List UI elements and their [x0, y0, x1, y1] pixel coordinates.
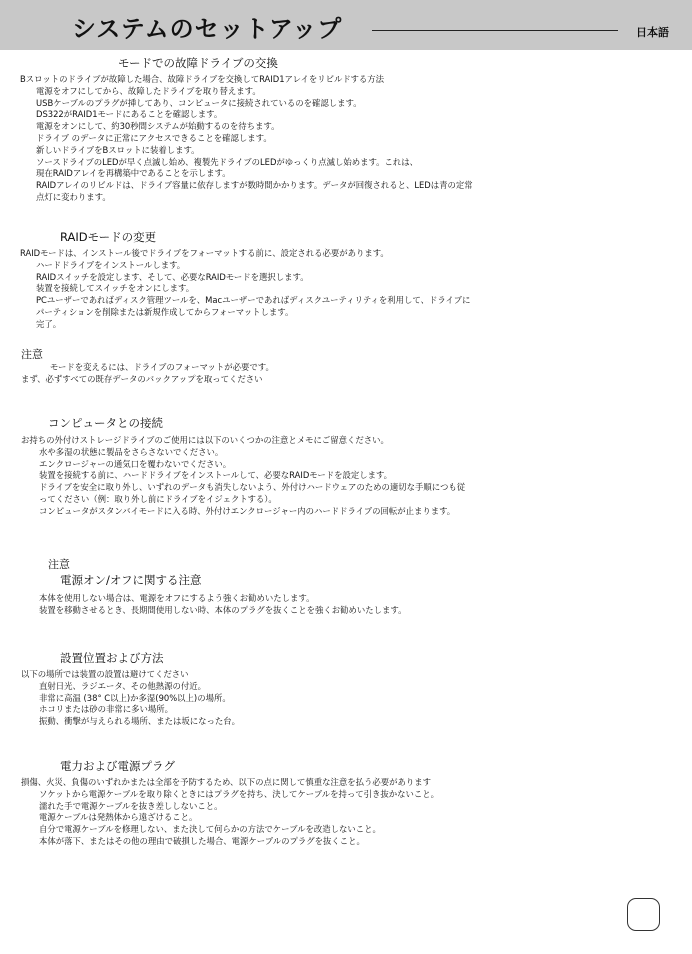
list-item: 現在RAIDアレイを再構築中であることを示します。	[36, 168, 231, 179]
list-item: 装置を接続する前に、ハードドライブをインストールして、必要なRAIDモードを設定します。	[39, 470, 393, 481]
list-item: 電源をオフにしてから、故障したドライブを取り替えます。	[36, 85, 261, 96]
note-title: 注意	[21, 348, 43, 361]
list-item: パーティションを削除または新規作成してからフォーマットします。	[36, 306, 294, 317]
page-number-box	[627, 898, 660, 931]
list-item: 濡れた手で電源ケーブルを抜き差ししないこと。	[39, 800, 223, 811]
list-item: 振動、衝撃が与えられる場所、または坂になった台。	[39, 716, 240, 727]
list-item: ってください（例：取り外し前にドライブをイジェクトする）。	[39, 493, 277, 504]
list-item: 電源ケーブルは発熱体から遠ざけること。	[39, 812, 198, 823]
list-item: RAIDアレイのリビルドは、ドライブ容量に依存しますが数時間かかります。データが回復されると、LEDは青の定常	[36, 180, 473, 191]
list-item: 本体が落下、またはその他の理由で破損した場合、電源ケーブルのプラグを抜くこと。	[39, 835, 365, 846]
page-header	[0, 0, 692, 50]
list-item: 電源をオンにして、約30秒間システムが始動するのを待ちます。	[36, 121, 280, 132]
section-computer-connection	[22, 415, 677, 518]
page-title: システムのセットアップ	[72, 15, 343, 43]
section-raid-mode	[22, 229, 677, 331]
section-title: 電力および電源プラグ	[60, 759, 175, 773]
section-installation	[22, 650, 677, 728]
list-item: ハードドライブをインストールします。	[36, 259, 186, 270]
list-item: 新しいドライブをBスロットに装着します。	[36, 144, 200, 155]
note-label: 注意	[48, 558, 70, 571]
note-line: 装置を移動させるとき、長期間使用しない時、本体のプラグを抜くことを強くお勧めいたします。	[39, 604, 407, 615]
note-line: まず、必ずすべての既存データのバックアップを取ってください	[21, 373, 263, 384]
note-power-onoff	[22, 557, 677, 617]
list-item: DS322がRAID1モードにあることを確認します。	[36, 109, 223, 120]
section-title: 設置位置および方法	[60, 651, 164, 665]
section-intro: お持ちの外付けストレージドライブのご使用には以下のいくつかの注意とメモにご留意ください。	[21, 435, 389, 445]
list-item: コンピュータがスタンバイモードに入る時、外付けエンクロージャー内のハードドライブの回転が止まります。	[39, 505, 456, 516]
list-item: ドライブを安全に取り外し、いずれのデータも消失しないよう、外付けハードウェアのための適切な手順につも従	[39, 482, 466, 493]
list-item: RAIDスイッチを設定します、そして、必要なRAIDモードを選択します。	[36, 271, 309, 282]
section-power-plug	[22, 758, 677, 848]
language-label: 日本語	[636, 26, 669, 39]
section-drive-replacement	[22, 55, 677, 204]
list-item: 水や多湿の状態に製品をさらさないでください。	[39, 446, 224, 457]
note-line: 本体を使用しない場合は、電源をオフにするよう強くお勧めいたします。	[39, 593, 315, 603]
title-rule	[372, 30, 618, 31]
list-item: USBケーブルのプラグが挿してあり、コンピュータに接続されているのを確認します。	[36, 97, 362, 108]
section-intro: Bスロットのドライブが故障した場合、故障ドライブを交換してRAID1アレイをリビルドする方法	[20, 74, 385, 84]
list-item: 非常に高温 (38° C以上)か多湿(90%以上)の場所。	[39, 692, 231, 703]
section-title: コンピュータとの接続	[48, 416, 163, 430]
section-intro: 以下の場所では装置の設置は避けてください	[21, 669, 189, 679]
list-item: ソケットから電源ケーブルを取り除くときにはプラグを持ち、決してケーブルを持って引き抜かないこと。	[39, 788, 439, 799]
note-format	[22, 347, 677, 386]
list-item: ホコリまたは砂の非常に多い場所。	[39, 704, 173, 715]
list-item: ドライブ のデータに正常にアクセスできることを確認します。	[36, 132, 272, 143]
section-title: RAIDモードの変更	[60, 230, 157, 244]
list-item: 点灯に変わります。	[36, 191, 111, 202]
list-item: 装置を接続してスイッチをオンにします。	[36, 283, 195, 294]
list-item: エンクロージャーの通気口を覆わないでください。	[39, 458, 232, 469]
section-intro: RAIDモードは、インストール後でドライブをフォーマットする前に、設定される必要があります。	[20, 248, 389, 258]
list-item: ソースドライブのLEDが早く点滅し始め、複製先ドライブのLEDがゆっくり点滅し始めます。これは、	[36, 156, 419, 167]
section-intro: 損傷、火災、負傷のいずれかまたは全部を予防するため、以下の点に関して慎重な注意を払う必要があります	[21, 777, 432, 787]
list-item: PCユーザーであればディスク管理ツールを、Macユーザーであればディスクユーティリティを利用して、ドライブに	[36, 295, 471, 306]
list-item: 直射日光、ラジエータ、その他熱源の付近。	[39, 680, 206, 691]
note-line: モードを変えるには、ドライブのフォーマットが必要です。	[50, 362, 274, 372]
section-title: 電源オン/オフに関する注意	[60, 573, 202, 587]
list-item: 自分で電源ケーブルを修理しない、また決して何らかの方法でケーブルを改造しないこと。	[39, 824, 381, 835]
list-item: 完了。	[36, 318, 62, 329]
section-title: モードでの故障ドライブの交換	[118, 56, 278, 70]
